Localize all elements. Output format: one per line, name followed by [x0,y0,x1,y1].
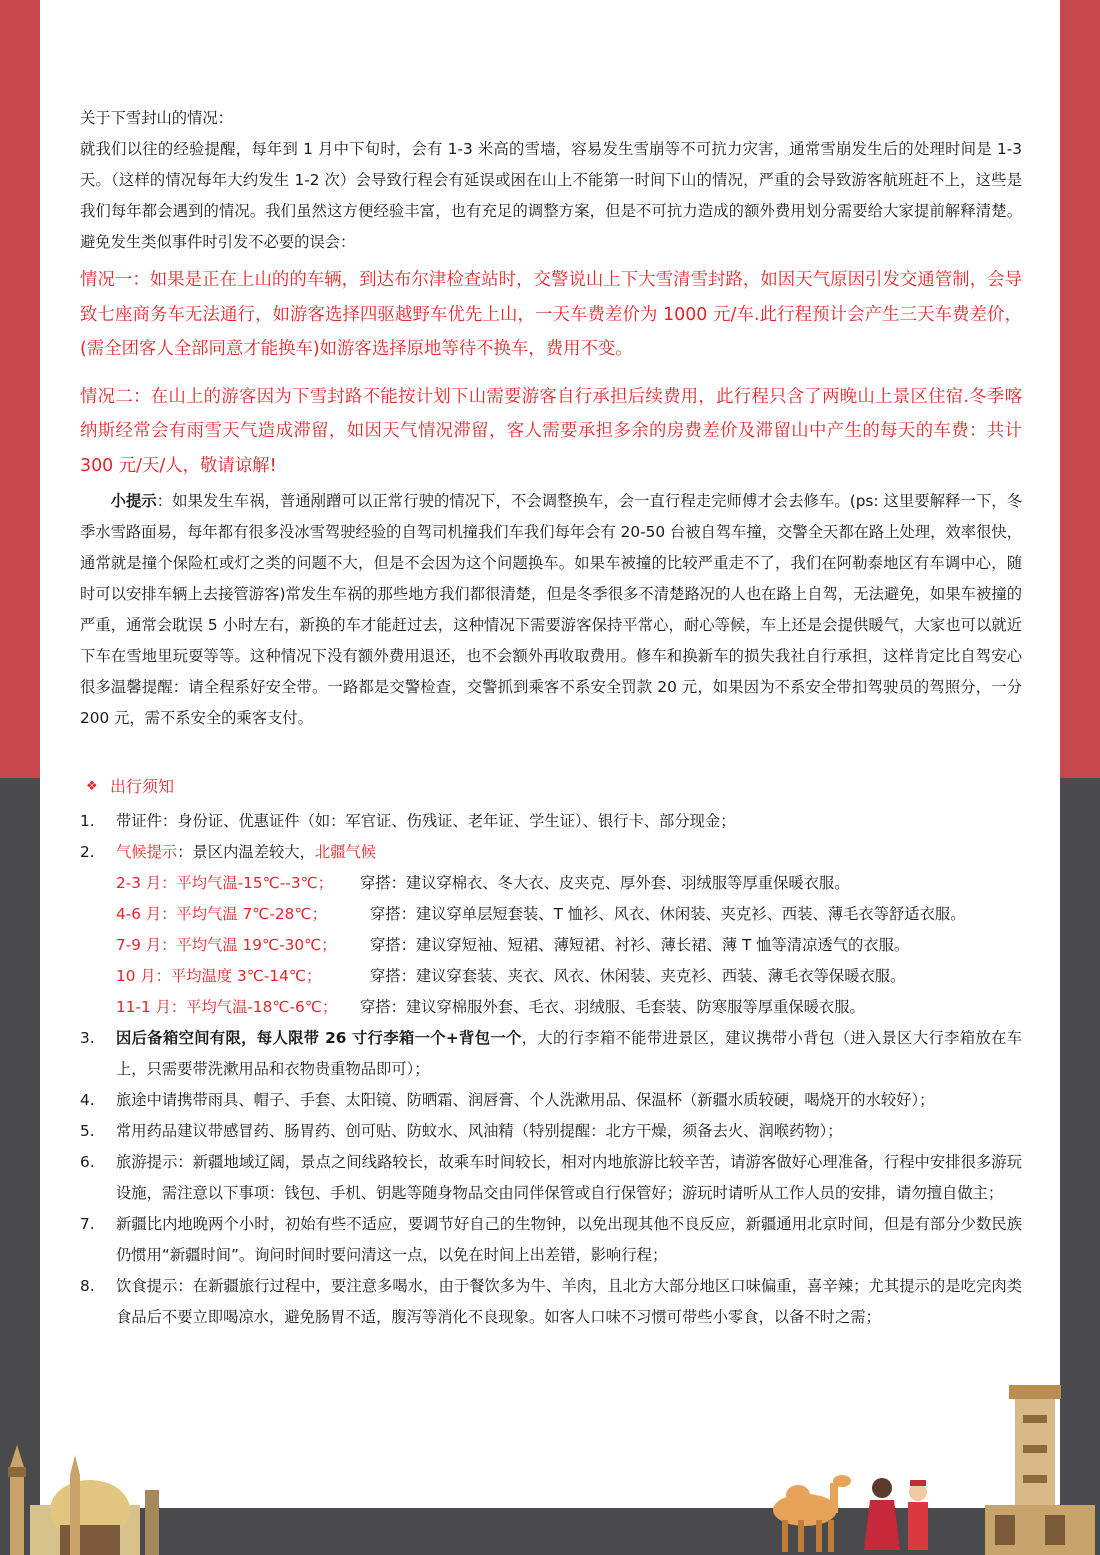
case-two: 情况二：在山上的游客因为下雪封路不能按计划下山需要游客自行承担后续费用，此行程只含了两晚山上景区住宿.冬季喀纳斯经常会有雨雪天气造成滞留，如因天气情况滞留，客人需要承担多余的房费差价及滞留山中产生的每天的车费：共计 300 元/天/人，敬请谅解! [80,386,1022,476]
note-number: 8. [80,1277,95,1295]
climate-row [116,961,1022,992]
mosque-illustration-icon [0,1415,180,1555]
tip-text: ：如果发生车祸，普通剐蹭可以正常行驶的情况下，不会调整换车，会一直行程走完师傅才会去修车。(ps: 这里要解释一下，冬季水雪路面易，每年都有很多没冰雪驾驶经验的自驾司机撞我们车我们每年会有 20-50 台被自驾车撞，交警全天都在路上处理，效率很快，通常就是撞个保险杠或灯之类的问题不大，但是不会因为这个问题换车。如果车被撞的比较严重走不了，我们在阿勒泰地区有车调中心，随时可以安排车辆上去接管游客)常发生车祸的那些地方我们都很清楚，但是冬季很多不清楚路况的人也在路上自驾，无法避免，如果车被撞的严重，通常会耽误 5 小时左右，新换的车才能赶过去，这种情况下需要游客保持平常心，耐心等候，车上还是会提供暖气，大家也可以就近下车在雪地里玩耍等等。这种情况下没有额外费用退还，也不会额外再收取费用。修车和换新车的损失我社自行承担，这样肯定比自驾安心很多温馨提醒：请全程系好安全带。一路都是交警检查，交警抓到乘客不系安全罚款 20 元，如果因为不系安全带扣驾驶员的驾照分，一分 200 元，需不系安全的乘客支付。 [80,492,1022,727]
climate-region: 北疆气候 [314,843,377,861]
climate-advice: 穿搭：建议穿套装、夹衣、风衣、休闲装、夹克衫、西装、薄毛衣等保暖衣服。 [370,967,906,985]
tower-illustration-icon [965,1385,1100,1555]
climate-month: 7-9 月：平均气温 19℃-30℃； [116,936,337,954]
note-item-7 [80,1209,1022,1271]
climate-month: 10 月：平均温度 3℃-14℃； [116,967,322,985]
note-text: 旅游提示：新疆地域辽阔，景点之间线路较长，故乘车时间较长，相对内地旅游比较辛苦，请游客做好心理准备，行程中安排很多游玩设施，需注意以下事项：钱包、手机、钥匙等随身物品交由同伴保管或自行保管好；游玩时请听从工作人员的安排，请勿擅自做主； [116,1153,1022,1202]
notes-list [80,806,1022,1333]
climate-advice: 穿搭：建议穿棉衣、冬大衣、皮夹克、厚外套、羽绒服等厚重保暖衣服。 [360,874,850,892]
climate-advice: 穿搭：建议穿棉服外套、毛衣、羽绒服、毛套装、防寒服等厚重保暖衣服。 [360,998,865,1016]
climate-table [116,868,1022,1023]
note-text: 旅途中请携带雨具、帽子、手套、太阳镜、防晒霜、润唇膏、个人洗漱用品、保温杯（新疆水质较硬，喝烧开的水较好）； [116,1091,935,1109]
note-text: 带证件：身份证、优惠证件（如：军官证、伤残证、老年证、学生证）、银行卡、部分现金； [116,812,736,830]
climate-text: ：景区内温差较大， [177,843,315,861]
luggage-text: ，大的行李箱不能带进景区，建议携带小背包（进入景区大行李箱放在车上，只需要带洗漱用品和衣物贵重物品即可）； [116,1029,1022,1078]
note-text [116,837,1022,1023]
dancer-illustration-icon [860,1470,940,1555]
tip-paragraph [80,486,1022,734]
note-number: 6. [80,1153,95,1171]
climate-row [116,868,1022,899]
climate-row [116,992,1022,1023]
note-item-6 [80,1147,1022,1209]
note-text [116,1023,1022,1085]
note-number: 2. [80,843,95,861]
tip-label: 小提示 [110,492,157,510]
note-item-4 [80,1085,1022,1116]
note-number: 4. [80,1091,95,1109]
climate-label: 气候提示 [116,843,178,861]
climate-advice: 穿搭：建议穿单层短套装、T 恤衫、风衣、休闲装、夹克衫、西装、薄毛衣等舒适衣服。 [370,905,966,923]
intro-paragraph: 就我们以往的经验提醒，每年到 1 月中下旬时，会有 1-3 米高的雪墙，容易发生雪崩等不可抗力灾害，通常雪崩发生后的处理时间是 1-3 天。（这样的情况每年大约发生 1-2 次）会导致行程会有延误或困在山上不能第一时间下山的情况，严重的会导致游客航班赶不上，这些是我们每年都会遇到的情况。我们虽然这方便经验丰富，也有充足的调整方案，但是不可抗力造成的额外费用划分需要给大家提前解释清楚。避免发生类似事件时引发不必要的误会： [80,140,1022,251]
climate-row [116,899,1022,930]
document-page [40,0,1060,1508]
note-item-2 [80,837,1022,1023]
case-one: 情况一：如果是正在上山的的车辆，到达布尔津检查站时，交警说山上下大雪清雪封路，如因天气原因引发交通管制，会导致七座商务车无法通行，如游客选择四驱越野车优先上山，一天车费差价为 1000 元/车.此行程预计会产生三天车费差价，(需全团客人全部同意才能换车)如游客选择原地等待不换车，费用不变。 [80,270,1022,359]
notes-heading [80,772,1022,802]
camel-illustration-icon [750,1465,860,1555]
climate-row [116,930,1022,961]
climate-month: 4-6 月：平均气温 7℃-28℃； [116,905,327,923]
note-text: 常用药品建议带感冒药、肠胃药、创可贴、防蚊水、风油精（特别提醒：北方干燥，须备去火、润喉药物）； [116,1122,843,1140]
climate-advice: 穿搭：建议穿短袖、短裙、薄短裙、衬衫、薄长裙、薄 T 恤等清凉透气的衣服。 [370,936,910,954]
luggage-limit: 因后备箱空间有限，每人限带 26 寸行李箱一个+背包一个 [116,1029,522,1047]
note-item-5 [80,1116,1022,1147]
note-number: 3. [80,1029,95,1047]
note-number: 5. [80,1122,95,1140]
note-number: 1. [80,812,95,830]
document-content [80,103,1022,1333]
notes-title: 出行须知 [110,777,175,796]
note-item-1 [80,806,1022,837]
note-item-3 [80,1023,1022,1085]
climate-month: 2-3 月：平均气温-15℃--3℃； [116,874,334,892]
note-number: 7. [80,1215,95,1233]
note-item-8 [80,1271,1022,1333]
note-text: 新疆比内地晚两个小时，初始有些不适应，要调节好自己的生物钟，以免出现其他不良反应，新疆通用北京时间，但是有部分少数民族仍惯用“新疆时间”。询问时间时要问清这一点，以免在时间上出差错，影响行程； [116,1215,1022,1264]
climate-month: 11-1 月：平均气温-18℃-6℃； [116,998,338,1016]
note-text: 饮食提示：在新疆旅行过程中，要注意多喝水，由于餐饮多为牛、羊肉，且北方大部分地区口味偏重，喜辛辣；尤其提示的是吃完肉类食品后不要立即喝凉水，避免肠胃不适，腹泻等消化不良现象。如客人口味不习惯可带些小零食，以备不时之需； [116,1277,1022,1326]
intro-title: 关于下雪封山的情况： [80,109,233,127]
diamond-bullet-icon: ❖ [86,779,98,794]
